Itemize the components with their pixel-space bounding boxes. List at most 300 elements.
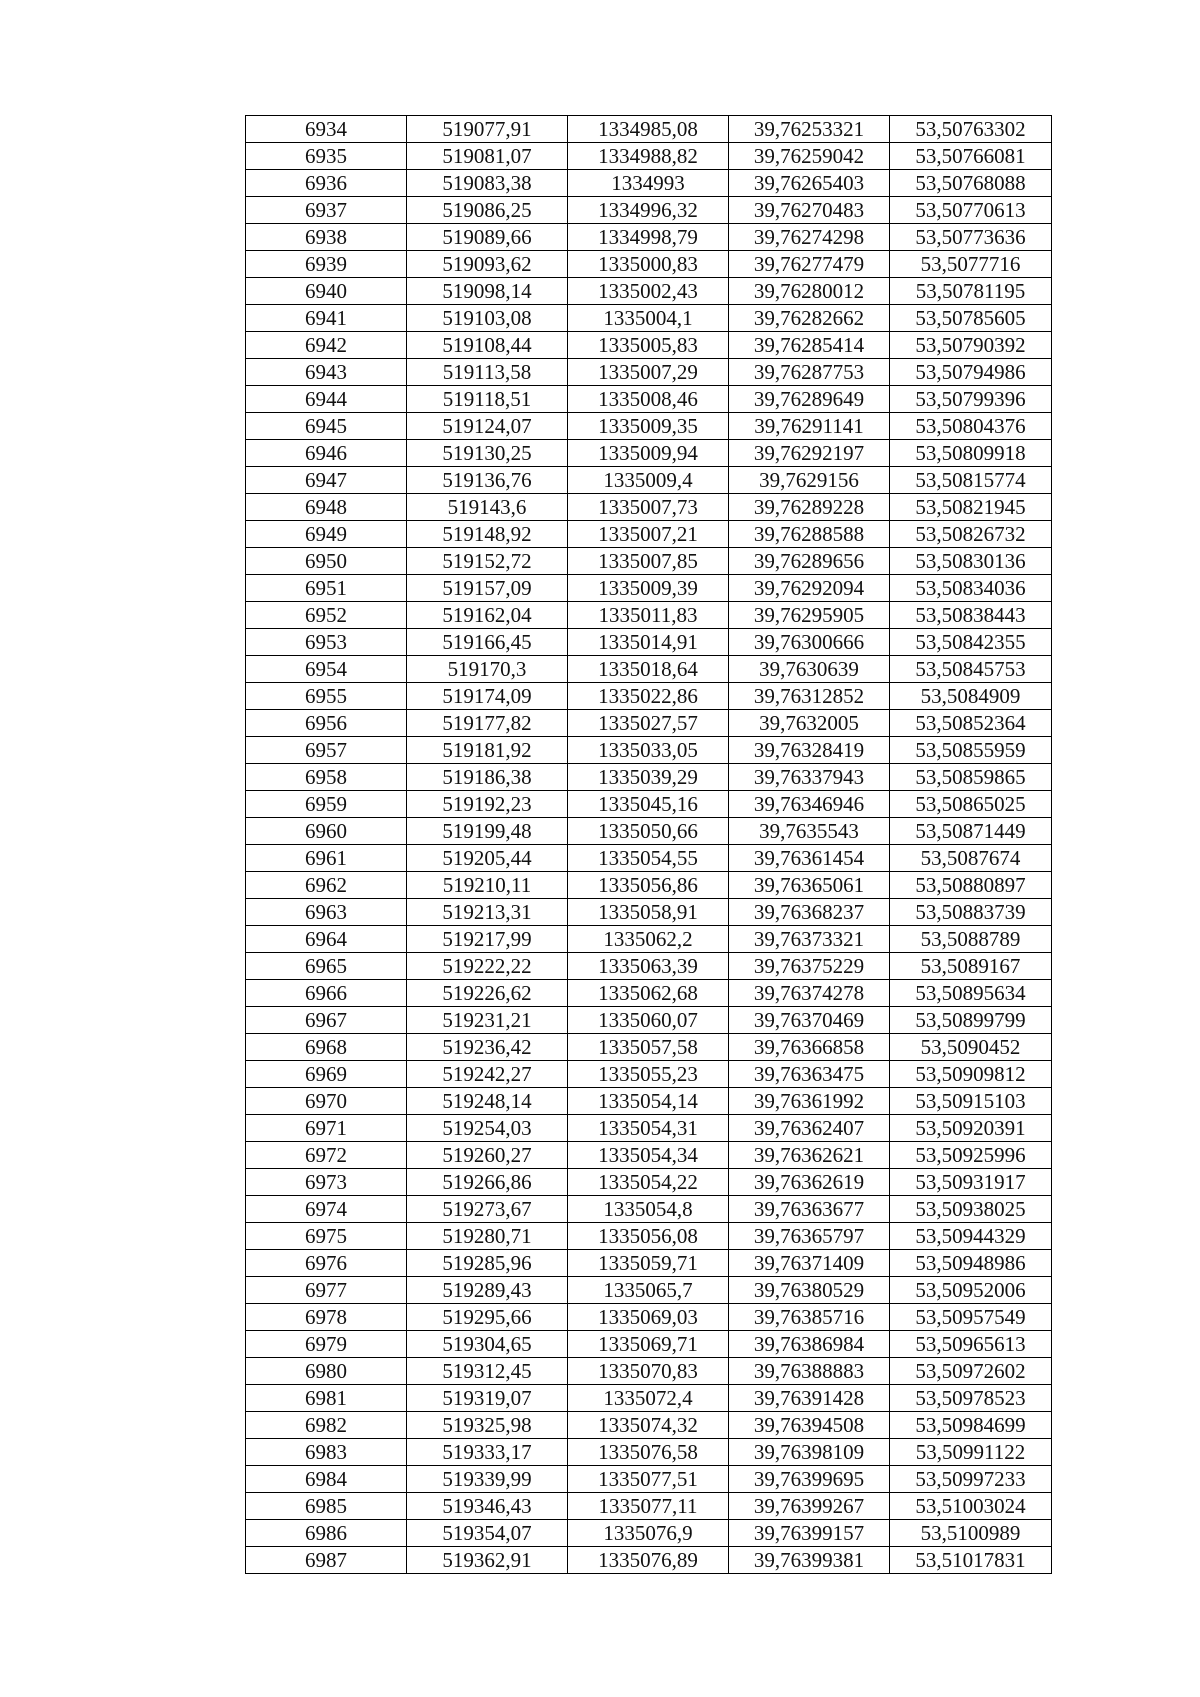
x-coordinate-cell: 519273,67 bbox=[407, 1196, 568, 1223]
latitude-cell: 53,51003024 bbox=[890, 1493, 1052, 1520]
longitude-cell: 39,7630639 bbox=[729, 656, 890, 683]
y-coordinate-cell: 1335004,1 bbox=[568, 305, 729, 332]
y-coordinate-cell: 1335009,4 bbox=[568, 467, 729, 494]
table-row bbox=[246, 1061, 1052, 1088]
longitude-cell: 39,76280012 bbox=[729, 278, 890, 305]
x-coordinate-cell: 519118,51 bbox=[407, 386, 568, 413]
latitude-cell: 53,50931917 bbox=[890, 1169, 1052, 1196]
point-number-cell: 6963 bbox=[246, 899, 407, 926]
table-row bbox=[246, 1304, 1052, 1331]
table-row bbox=[246, 1034, 1052, 1061]
table-row bbox=[246, 440, 1052, 467]
y-coordinate-cell: 1334998,79 bbox=[568, 224, 729, 251]
x-coordinate-cell: 519192,23 bbox=[407, 791, 568, 818]
latitude-cell: 53,50838443 bbox=[890, 602, 1052, 629]
table-row bbox=[246, 116, 1052, 143]
y-coordinate-cell: 1335070,83 bbox=[568, 1358, 729, 1385]
point-number-cell: 6977 bbox=[246, 1277, 407, 1304]
point-number-cell: 6962 bbox=[246, 872, 407, 899]
table-row bbox=[246, 872, 1052, 899]
longitude-cell: 39,76373321 bbox=[729, 926, 890, 953]
x-coordinate-cell: 519157,09 bbox=[407, 575, 568, 602]
latitude-cell: 53,50948986 bbox=[890, 1250, 1052, 1277]
latitude-cell: 53,50859865 bbox=[890, 764, 1052, 791]
table-row bbox=[246, 791, 1052, 818]
y-coordinate-cell: 1335076,58 bbox=[568, 1439, 729, 1466]
y-coordinate-cell: 1335054,34 bbox=[568, 1142, 729, 1169]
y-coordinate-cell: 1335074,32 bbox=[568, 1412, 729, 1439]
table-row bbox=[246, 332, 1052, 359]
latitude-cell: 53,50997233 bbox=[890, 1466, 1052, 1493]
latitude-cell: 53,5084909 bbox=[890, 683, 1052, 710]
table-row bbox=[246, 629, 1052, 656]
longitude-cell: 39,76371409 bbox=[729, 1250, 890, 1277]
point-number-cell: 6987 bbox=[246, 1547, 407, 1574]
point-number-cell: 6972 bbox=[246, 1142, 407, 1169]
point-number-cell: 6947 bbox=[246, 467, 407, 494]
x-coordinate-cell: 519266,86 bbox=[407, 1169, 568, 1196]
latitude-cell: 53,50855959 bbox=[890, 737, 1052, 764]
x-coordinate-cell: 519226,62 bbox=[407, 980, 568, 1007]
point-number-cell: 6944 bbox=[246, 386, 407, 413]
latitude-cell: 53,50804376 bbox=[890, 413, 1052, 440]
table-row bbox=[246, 386, 1052, 413]
latitude-cell: 53,50938025 bbox=[890, 1196, 1052, 1223]
coordinates-table bbox=[245, 115, 1052, 1574]
longitude-cell: 39,76287753 bbox=[729, 359, 890, 386]
y-coordinate-cell: 1335059,71 bbox=[568, 1250, 729, 1277]
point-number-cell: 6969 bbox=[246, 1061, 407, 1088]
y-coordinate-cell: 1335077,11 bbox=[568, 1493, 729, 1520]
point-number-cell: 6935 bbox=[246, 143, 407, 170]
longitude-cell: 39,76375229 bbox=[729, 953, 890, 980]
y-coordinate-cell: 1335009,39 bbox=[568, 575, 729, 602]
latitude-cell: 53,50883739 bbox=[890, 899, 1052, 926]
y-coordinate-cell: 1335005,83 bbox=[568, 332, 729, 359]
point-number-cell: 6979 bbox=[246, 1331, 407, 1358]
latitude-cell: 53,50830136 bbox=[890, 548, 1052, 575]
point-number-cell: 6938 bbox=[246, 224, 407, 251]
latitude-cell: 53,50880897 bbox=[890, 872, 1052, 899]
y-coordinate-cell: 1334996,32 bbox=[568, 197, 729, 224]
point-number-cell: 6968 bbox=[246, 1034, 407, 1061]
table-row bbox=[246, 1196, 1052, 1223]
x-coordinate-cell: 519083,38 bbox=[407, 170, 568, 197]
table-row bbox=[246, 575, 1052, 602]
table-row bbox=[246, 1412, 1052, 1439]
x-coordinate-cell: 519222,22 bbox=[407, 953, 568, 980]
point-number-cell: 6940 bbox=[246, 278, 407, 305]
y-coordinate-cell: 1335054,14 bbox=[568, 1088, 729, 1115]
x-coordinate-cell: 519199,48 bbox=[407, 818, 568, 845]
y-coordinate-cell: 1335065,7 bbox=[568, 1277, 729, 1304]
x-coordinate-cell: 519260,27 bbox=[407, 1142, 568, 1169]
y-coordinate-cell: 1335055,23 bbox=[568, 1061, 729, 1088]
longitude-cell: 39,76370469 bbox=[729, 1007, 890, 1034]
table-row bbox=[246, 1115, 1052, 1142]
x-coordinate-cell: 519081,07 bbox=[407, 143, 568, 170]
latitude-cell: 53,50909812 bbox=[890, 1061, 1052, 1088]
x-coordinate-cell: 519089,66 bbox=[407, 224, 568, 251]
x-coordinate-cell: 519205,44 bbox=[407, 845, 568, 872]
longitude-cell: 39,76285414 bbox=[729, 332, 890, 359]
point-number-cell: 6941 bbox=[246, 305, 407, 332]
latitude-cell: 53,50852364 bbox=[890, 710, 1052, 737]
x-coordinate-cell: 519346,43 bbox=[407, 1493, 568, 1520]
x-coordinate-cell: 519362,91 bbox=[407, 1547, 568, 1574]
point-number-cell: 6937 bbox=[246, 197, 407, 224]
longitude-cell: 39,76259042 bbox=[729, 143, 890, 170]
longitude-cell: 39,76274298 bbox=[729, 224, 890, 251]
latitude-cell: 53,50915103 bbox=[890, 1088, 1052, 1115]
y-coordinate-cell: 1334988,82 bbox=[568, 143, 729, 170]
x-coordinate-cell: 519166,45 bbox=[407, 629, 568, 656]
point-number-cell: 6982 bbox=[246, 1412, 407, 1439]
latitude-cell: 53,50794986 bbox=[890, 359, 1052, 386]
table-row bbox=[246, 359, 1052, 386]
point-number-cell: 6973 bbox=[246, 1169, 407, 1196]
latitude-cell: 53,50991122 bbox=[890, 1439, 1052, 1466]
latitude-cell: 53,50766081 bbox=[890, 143, 1052, 170]
latitude-cell: 53,50978523 bbox=[890, 1385, 1052, 1412]
longitude-cell: 39,76366858 bbox=[729, 1034, 890, 1061]
table-row bbox=[246, 1169, 1052, 1196]
table-row bbox=[246, 980, 1052, 1007]
table-row bbox=[246, 656, 1052, 683]
y-coordinate-cell: 1335054,8 bbox=[568, 1196, 729, 1223]
x-coordinate-cell: 519248,14 bbox=[407, 1088, 568, 1115]
longitude-cell: 39,76399695 bbox=[729, 1466, 890, 1493]
point-number-cell: 6952 bbox=[246, 602, 407, 629]
y-coordinate-cell: 1335069,71 bbox=[568, 1331, 729, 1358]
y-coordinate-cell: 1335062,68 bbox=[568, 980, 729, 1007]
longitude-cell: 39,76388883 bbox=[729, 1358, 890, 1385]
latitude-cell: 53,51017831 bbox=[890, 1547, 1052, 1574]
point-number-cell: 6946 bbox=[246, 440, 407, 467]
x-coordinate-cell: 519077,91 bbox=[407, 116, 568, 143]
coordinates-table-body bbox=[246, 116, 1052, 1574]
x-coordinate-cell: 519231,21 bbox=[407, 1007, 568, 1034]
y-coordinate-cell: 1335039,29 bbox=[568, 764, 729, 791]
point-number-cell: 6948 bbox=[246, 494, 407, 521]
table-row bbox=[246, 521, 1052, 548]
table-row bbox=[246, 413, 1052, 440]
table-row bbox=[246, 926, 1052, 953]
table-row bbox=[246, 251, 1052, 278]
x-coordinate-cell: 519319,07 bbox=[407, 1385, 568, 1412]
latitude-cell: 53,50815774 bbox=[890, 467, 1052, 494]
longitude-cell: 39,76365797 bbox=[729, 1223, 890, 1250]
point-number-cell: 6951 bbox=[246, 575, 407, 602]
x-coordinate-cell: 519254,03 bbox=[407, 1115, 568, 1142]
longitude-cell: 39,76391428 bbox=[729, 1385, 890, 1412]
y-coordinate-cell: 1335057,58 bbox=[568, 1034, 729, 1061]
table-row bbox=[246, 1466, 1052, 1493]
x-coordinate-cell: 519093,62 bbox=[407, 251, 568, 278]
longitude-cell: 39,76253321 bbox=[729, 116, 890, 143]
latitude-cell: 53,5087674 bbox=[890, 845, 1052, 872]
y-coordinate-cell: 1335007,29 bbox=[568, 359, 729, 386]
x-coordinate-cell: 519124,07 bbox=[407, 413, 568, 440]
point-number-cell: 6966 bbox=[246, 980, 407, 1007]
y-coordinate-cell: 1335054,31 bbox=[568, 1115, 729, 1142]
point-number-cell: 6981 bbox=[246, 1385, 407, 1412]
latitude-cell: 53,5090452 bbox=[890, 1034, 1052, 1061]
point-number-cell: 6971 bbox=[246, 1115, 407, 1142]
latitude-cell: 53,50952006 bbox=[890, 1277, 1052, 1304]
longitude-cell: 39,76374278 bbox=[729, 980, 890, 1007]
latitude-cell: 53,50781195 bbox=[890, 278, 1052, 305]
longitude-cell: 39,76295905 bbox=[729, 602, 890, 629]
y-coordinate-cell: 1335050,66 bbox=[568, 818, 729, 845]
latitude-cell: 53,50763302 bbox=[890, 116, 1052, 143]
longitude-cell: 39,76289228 bbox=[729, 494, 890, 521]
x-coordinate-cell: 519113,58 bbox=[407, 359, 568, 386]
point-number-cell: 6960 bbox=[246, 818, 407, 845]
y-coordinate-cell: 1334985,08 bbox=[568, 116, 729, 143]
latitude-cell: 53,50821945 bbox=[890, 494, 1052, 521]
x-coordinate-cell: 519136,76 bbox=[407, 467, 568, 494]
longitude-cell: 39,76399381 bbox=[729, 1547, 890, 1574]
point-number-cell: 6978 bbox=[246, 1304, 407, 1331]
longitude-cell: 39,76398109 bbox=[729, 1439, 890, 1466]
table-row bbox=[246, 278, 1052, 305]
latitude-cell: 53,50984699 bbox=[890, 1412, 1052, 1439]
table-row bbox=[246, 1439, 1052, 1466]
latitude-cell: 53,50768088 bbox=[890, 170, 1052, 197]
point-number-cell: 6954 bbox=[246, 656, 407, 683]
longitude-cell: 39,76291141 bbox=[729, 413, 890, 440]
latitude-cell: 53,50957549 bbox=[890, 1304, 1052, 1331]
point-number-cell: 6986 bbox=[246, 1520, 407, 1547]
latitude-cell: 53,50773636 bbox=[890, 224, 1052, 251]
point-number-cell: 6984 bbox=[246, 1466, 407, 1493]
y-coordinate-cell: 1335000,83 bbox=[568, 251, 729, 278]
y-coordinate-cell: 1335072,4 bbox=[568, 1385, 729, 1412]
longitude-cell: 39,7629156 bbox=[729, 467, 890, 494]
y-coordinate-cell: 1335056,08 bbox=[568, 1223, 729, 1250]
latitude-cell: 53,50899799 bbox=[890, 1007, 1052, 1034]
y-coordinate-cell: 1334993 bbox=[568, 170, 729, 197]
table-row bbox=[246, 494, 1052, 521]
longitude-cell: 39,76292197 bbox=[729, 440, 890, 467]
latitude-cell: 53,50845753 bbox=[890, 656, 1052, 683]
x-coordinate-cell: 519152,72 bbox=[407, 548, 568, 575]
longitude-cell: 39,76399157 bbox=[729, 1520, 890, 1547]
longitude-cell: 39,76337943 bbox=[729, 764, 890, 791]
y-coordinate-cell: 1335002,43 bbox=[568, 278, 729, 305]
y-coordinate-cell: 1335009,94 bbox=[568, 440, 729, 467]
latitude-cell: 53,50920391 bbox=[890, 1115, 1052, 1142]
x-coordinate-cell: 519174,09 bbox=[407, 683, 568, 710]
longitude-cell: 39,76368237 bbox=[729, 899, 890, 926]
point-number-cell: 6958 bbox=[246, 764, 407, 791]
table-row bbox=[246, 305, 1052, 332]
x-coordinate-cell: 519242,27 bbox=[407, 1061, 568, 1088]
x-coordinate-cell: 519108,44 bbox=[407, 332, 568, 359]
point-number-cell: 6936 bbox=[246, 170, 407, 197]
y-coordinate-cell: 1335009,35 bbox=[568, 413, 729, 440]
x-coordinate-cell: 519312,45 bbox=[407, 1358, 568, 1385]
longitude-cell: 39,76361454 bbox=[729, 845, 890, 872]
y-coordinate-cell: 1335062,2 bbox=[568, 926, 729, 953]
table-row bbox=[246, 953, 1052, 980]
point-number-cell: 6974 bbox=[246, 1196, 407, 1223]
x-coordinate-cell: 519130,25 bbox=[407, 440, 568, 467]
y-coordinate-cell: 1335008,46 bbox=[568, 386, 729, 413]
longitude-cell: 39,7635543 bbox=[729, 818, 890, 845]
x-coordinate-cell: 519325,98 bbox=[407, 1412, 568, 1439]
longitude-cell: 39,76265403 bbox=[729, 170, 890, 197]
y-coordinate-cell: 1335060,07 bbox=[568, 1007, 729, 1034]
y-coordinate-cell: 1335022,86 bbox=[568, 683, 729, 710]
x-coordinate-cell: 519295,66 bbox=[407, 1304, 568, 1331]
latitude-cell: 53,50925996 bbox=[890, 1142, 1052, 1169]
x-coordinate-cell: 519148,92 bbox=[407, 521, 568, 548]
point-number-cell: 6980 bbox=[246, 1358, 407, 1385]
table-row bbox=[246, 1547, 1052, 1574]
y-coordinate-cell: 1335007,21 bbox=[568, 521, 729, 548]
table-row bbox=[246, 143, 1052, 170]
y-coordinate-cell: 1335077,51 bbox=[568, 1466, 729, 1493]
x-coordinate-cell: 519354,07 bbox=[407, 1520, 568, 1547]
point-number-cell: 6943 bbox=[246, 359, 407, 386]
point-number-cell: 6949 bbox=[246, 521, 407, 548]
x-coordinate-cell: 519280,71 bbox=[407, 1223, 568, 1250]
longitude-cell: 39,76300666 bbox=[729, 629, 890, 656]
latitude-cell: 53,50826732 bbox=[890, 521, 1052, 548]
y-coordinate-cell: 1335076,9 bbox=[568, 1520, 729, 1547]
y-coordinate-cell: 1335058,91 bbox=[568, 899, 729, 926]
point-number-cell: 6976 bbox=[246, 1250, 407, 1277]
x-coordinate-cell: 519304,65 bbox=[407, 1331, 568, 1358]
table-row bbox=[246, 467, 1052, 494]
table-row bbox=[246, 1331, 1052, 1358]
y-coordinate-cell: 1335007,85 bbox=[568, 548, 729, 575]
table-row bbox=[246, 1250, 1052, 1277]
longitude-cell: 39,76399267 bbox=[729, 1493, 890, 1520]
table-row bbox=[246, 818, 1052, 845]
latitude-cell: 53,50834036 bbox=[890, 575, 1052, 602]
y-coordinate-cell: 1335045,16 bbox=[568, 791, 729, 818]
x-coordinate-cell: 519177,82 bbox=[407, 710, 568, 737]
y-coordinate-cell: 1335027,57 bbox=[568, 710, 729, 737]
y-coordinate-cell: 1335054,22 bbox=[568, 1169, 729, 1196]
x-coordinate-cell: 519098,14 bbox=[407, 278, 568, 305]
table-row bbox=[246, 1142, 1052, 1169]
x-coordinate-cell: 519217,99 bbox=[407, 926, 568, 953]
point-number-cell: 6945 bbox=[246, 413, 407, 440]
x-coordinate-cell: 519103,08 bbox=[407, 305, 568, 332]
longitude-cell: 39,76362619 bbox=[729, 1169, 890, 1196]
x-coordinate-cell: 519285,96 bbox=[407, 1250, 568, 1277]
y-coordinate-cell: 1335054,55 bbox=[568, 845, 729, 872]
point-number-cell: 6950 bbox=[246, 548, 407, 575]
latitude-cell: 53,5100989 bbox=[890, 1520, 1052, 1547]
longitude-cell: 39,76363475 bbox=[729, 1061, 890, 1088]
longitude-cell: 39,76361992 bbox=[729, 1088, 890, 1115]
table-row bbox=[246, 170, 1052, 197]
longitude-cell: 39,76277479 bbox=[729, 251, 890, 278]
point-number-cell: 6970 bbox=[246, 1088, 407, 1115]
table-row bbox=[246, 1493, 1052, 1520]
latitude-cell: 53,5089167 bbox=[890, 953, 1052, 980]
latitude-cell: 53,50809918 bbox=[890, 440, 1052, 467]
x-coordinate-cell: 519333,17 bbox=[407, 1439, 568, 1466]
longitude-cell: 39,76362407 bbox=[729, 1115, 890, 1142]
longitude-cell: 39,76288588 bbox=[729, 521, 890, 548]
longitude-cell: 39,76289649 bbox=[729, 386, 890, 413]
table-row bbox=[246, 1007, 1052, 1034]
latitude-cell: 53,50871449 bbox=[890, 818, 1052, 845]
y-coordinate-cell: 1335011,83 bbox=[568, 602, 729, 629]
point-number-cell: 6967 bbox=[246, 1007, 407, 1034]
y-coordinate-cell: 1335063,39 bbox=[568, 953, 729, 980]
x-coordinate-cell: 519086,25 bbox=[407, 197, 568, 224]
table-row bbox=[246, 602, 1052, 629]
table-row bbox=[246, 1385, 1052, 1412]
latitude-cell: 53,50790392 bbox=[890, 332, 1052, 359]
point-number-cell: 6964 bbox=[246, 926, 407, 953]
table-row bbox=[246, 548, 1052, 575]
x-coordinate-cell: 519181,92 bbox=[407, 737, 568, 764]
y-coordinate-cell: 1335014,91 bbox=[568, 629, 729, 656]
point-number-cell: 6975 bbox=[246, 1223, 407, 1250]
table-row bbox=[246, 1520, 1052, 1547]
point-number-cell: 6983 bbox=[246, 1439, 407, 1466]
point-number-cell: 6959 bbox=[246, 791, 407, 818]
longitude-cell: 39,76289656 bbox=[729, 548, 890, 575]
y-coordinate-cell: 1335018,64 bbox=[568, 656, 729, 683]
longitude-cell: 39,76292094 bbox=[729, 575, 890, 602]
point-number-cell: 6985 bbox=[246, 1493, 407, 1520]
x-coordinate-cell: 519236,42 bbox=[407, 1034, 568, 1061]
latitude-cell: 53,50842355 bbox=[890, 629, 1052, 656]
longitude-cell: 39,76346946 bbox=[729, 791, 890, 818]
latitude-cell: 53,50972602 bbox=[890, 1358, 1052, 1385]
point-number-cell: 6939 bbox=[246, 251, 407, 278]
y-coordinate-cell: 1335076,89 bbox=[568, 1547, 729, 1574]
table-row bbox=[246, 737, 1052, 764]
table-row bbox=[246, 899, 1052, 926]
point-number-cell: 6953 bbox=[246, 629, 407, 656]
table-row bbox=[246, 197, 1052, 224]
table-row bbox=[246, 1223, 1052, 1250]
y-coordinate-cell: 1335056,86 bbox=[568, 872, 729, 899]
x-coordinate-cell: 519339,99 bbox=[407, 1466, 568, 1493]
table-row bbox=[246, 710, 1052, 737]
latitude-cell: 53,50944329 bbox=[890, 1223, 1052, 1250]
longitude-cell: 39,76312852 bbox=[729, 683, 890, 710]
y-coordinate-cell: 1335033,05 bbox=[568, 737, 729, 764]
table-row bbox=[246, 1088, 1052, 1115]
table-row bbox=[246, 764, 1052, 791]
point-number-cell: 6961 bbox=[246, 845, 407, 872]
x-coordinate-cell: 519289,43 bbox=[407, 1277, 568, 1304]
longitude-cell: 39,76328419 bbox=[729, 737, 890, 764]
latitude-cell: 53,50785605 bbox=[890, 305, 1052, 332]
longitude-cell: 39,76363677 bbox=[729, 1196, 890, 1223]
x-coordinate-cell: 519143,6 bbox=[407, 494, 568, 521]
x-coordinate-cell: 519170,3 bbox=[407, 656, 568, 683]
longitude-cell: 39,76282662 bbox=[729, 305, 890, 332]
table-row bbox=[246, 1358, 1052, 1385]
longitude-cell: 39,76386984 bbox=[729, 1331, 890, 1358]
longitude-cell: 39,76365061 bbox=[729, 872, 890, 899]
point-number-cell: 6956 bbox=[246, 710, 407, 737]
latitude-cell: 53,5077716 bbox=[890, 251, 1052, 278]
longitude-cell: 39,76362621 bbox=[729, 1142, 890, 1169]
